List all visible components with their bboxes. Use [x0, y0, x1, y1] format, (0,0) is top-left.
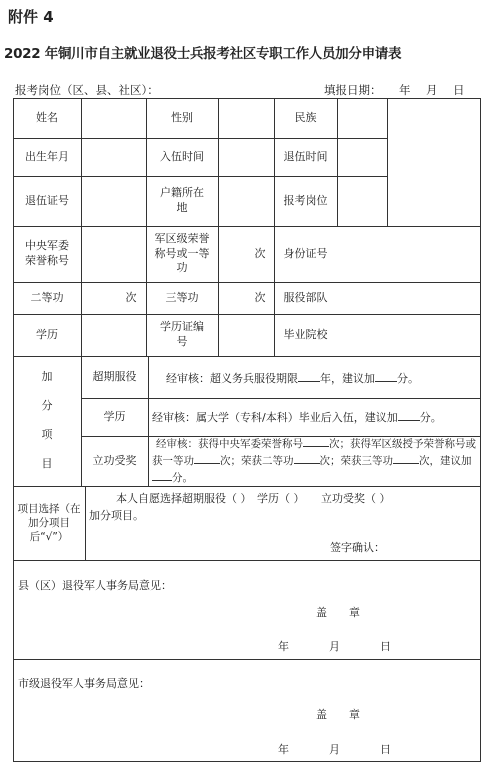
second-merit-label: 二等功 [30, 290, 64, 304]
signature-label: 签字确认： [330, 541, 385, 554]
merit-review: 经审核：获得中央军委荣誉称号 次；获得军区级授予荣誉称号或获一等功 次；荣获二等功 次；荣获三等功 次，建议加分。 [152, 438, 476, 484]
selection-label: 项目选择（在加分项目后“√”） [17, 502, 81, 544]
central-honor-label: 中央军委荣誉称号 [25, 239, 69, 267]
bonus-char-4: 目 [41, 456, 53, 470]
overtime-label: 超期服役 [92, 369, 137, 383]
graduate-school-label: 毕业院校 [283, 327, 328, 341]
region-honor-label: 军区级荣誉称号或一等功 [154, 231, 210, 275]
gender-label: 性别 [171, 110, 193, 124]
city-day: 日 [380, 743, 391, 756]
county-opinion-label: 县（区）退役军人事务局意见： [18, 579, 172, 592]
birth-label: 出生年月 [25, 149, 69, 163]
county-day: 日 [380, 640, 391, 653]
selection-statement-cont: 加分项目。 [89, 509, 144, 522]
bonus-char-3: 项 [41, 428, 53, 441]
second-merit-times: 次 [125, 290, 137, 304]
edu-review: 经审核：属大学（专科/本科）毕业后入伍，建议加 分。 [152, 411, 442, 424]
discharge-cert-label: 退伍证号 [25, 193, 69, 207]
city-opinion-label: 市级退役军人事务局意见： [18, 677, 150, 690]
county-year: 年 [278, 640, 289, 653]
form-title: 2022 年铜川市自主就业退役士兵报考社区专职工作人员加分申请表 [4, 46, 402, 62]
bonus-items-label [13, 356, 81, 486]
apply-post-label: 报考岗位 [283, 193, 328, 207]
service-unit-label: 服役部队 [283, 290, 328, 304]
hukou-label: 户籍所在地 [160, 186, 204, 214]
attachment-number: 附件 4 [8, 8, 54, 26]
overtime-review: 经审核：超义务兵服役期限 年，建议加 分。 [166, 372, 419, 385]
region-honor-times: 次 [254, 246, 266, 260]
third-merit-label: 三等功 [165, 290, 199, 304]
position-label: 报考岗位（区、县、社区）： [15, 83, 159, 97]
edu-cert-label: 学历证编号 [160, 320, 204, 348]
third-merit-times: 次 [254, 290, 266, 304]
edu-bonus-label: 学历 [103, 409, 126, 423]
id-number-label: 身份证号 [283, 246, 328, 260]
merit-label: 立功受奖 [92, 453, 137, 467]
city-month: 月 [329, 743, 340, 756]
city-seal: 盖 章 [316, 708, 360, 721]
ethnicity-label: 民族 [294, 110, 317, 124]
bonus-char-1: 加 [41, 370, 53, 384]
selection-statement: 本人自愿选择超期服役（ ） 学历（ ） 立功受奖（ ） [116, 492, 391, 505]
county-month: 月 [329, 640, 340, 653]
name-label: 姓名 [36, 110, 58, 124]
county-seal: 盖 章 [316, 606, 360, 619]
date-day: 日 [453, 83, 465, 97]
city-year: 年 [278, 743, 289, 756]
date-year: 年 [399, 83, 411, 97]
education-label: 学历 [36, 327, 58, 341]
enlist-time-label: 入伍时间 [160, 149, 204, 163]
bonus-char-2: 分 [41, 399, 53, 413]
discharge-time-label: 退伍时间 [283, 149, 328, 163]
date-month: 月 [426, 83, 438, 97]
date-label: 填报日期： [324, 83, 382, 97]
